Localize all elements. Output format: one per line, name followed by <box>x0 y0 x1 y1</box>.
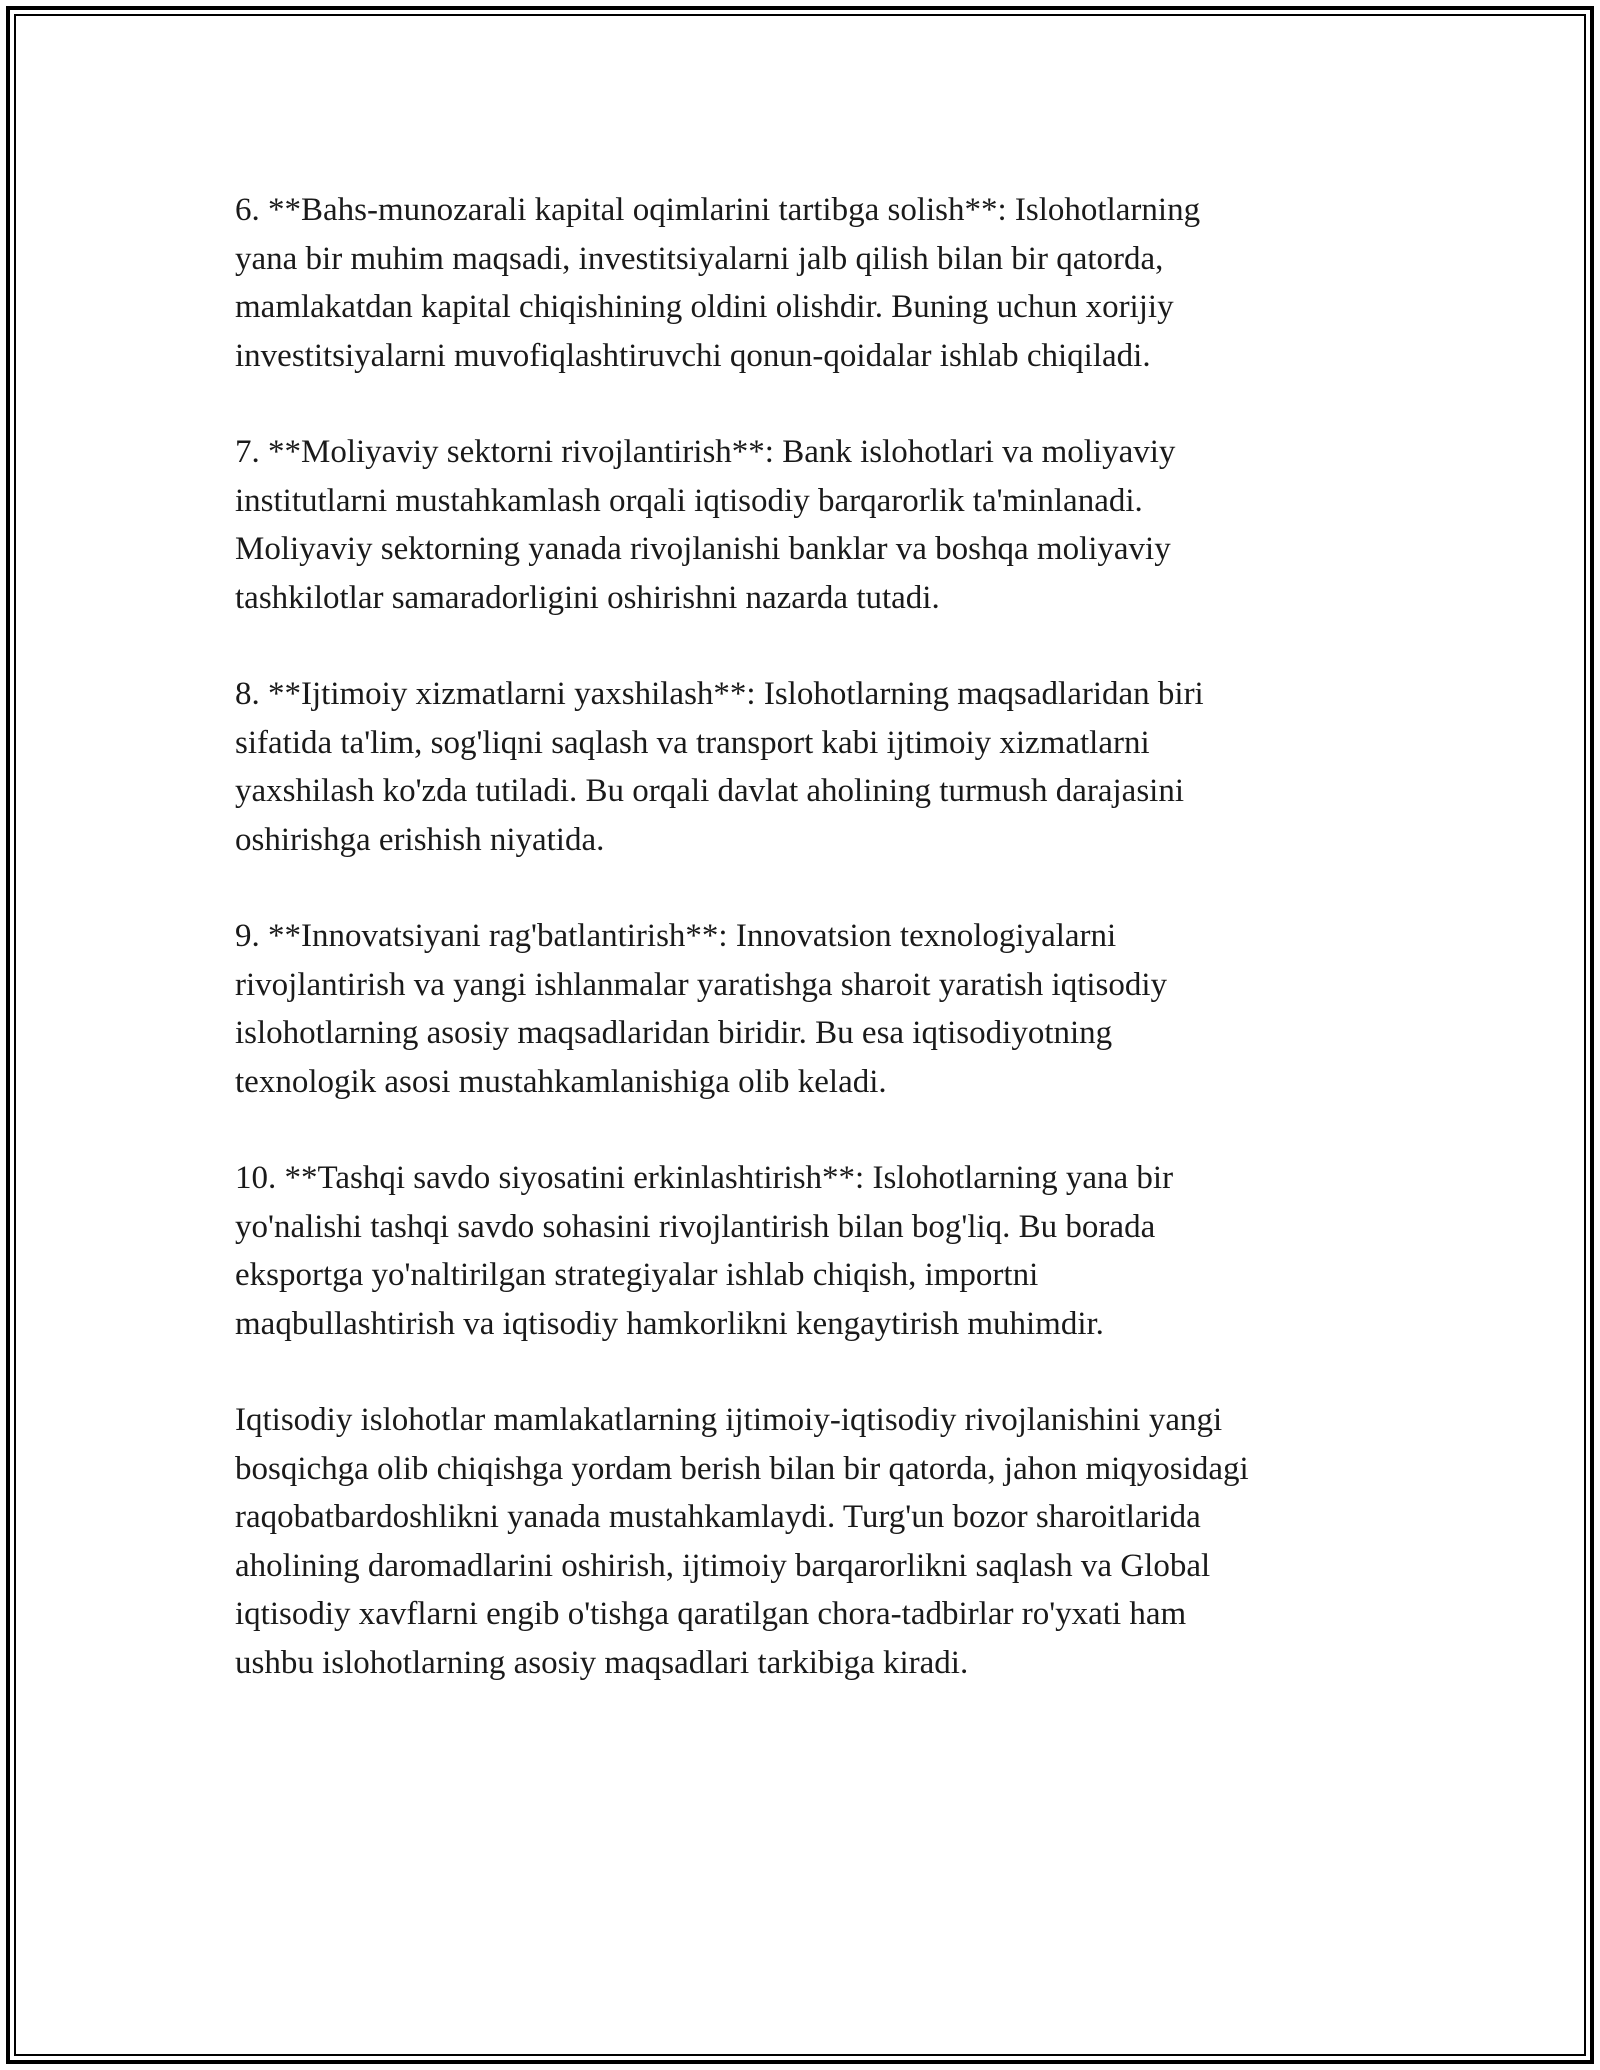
text-line: aholining daromadlarini oshirish, ijtimoiy barqarorlikni saqlash va Global <box>235 1547 1211 1584</box>
text-line: iqtisodiy xavflarni engib o'tishga qaratilgan chora-tadbirlar ro'yxati ham <box>235 1596 1187 1632</box>
paragraph-item-9 <box>235 912 1375 1106</box>
text-line: 10. **Tashqi savdo siyosatini erkinlashtirish**: Islohotlarning yana bir <box>235 1160 1174 1196</box>
text-line: 6. **Bahs-munozarali kapital oqimlarini tartibga solish**: Islohotlarning <box>235 192 1201 228</box>
text-line: islohotlarning asosiy maqsadlaridan biridir. Bu esa iqtisodiyotning <box>235 1015 1113 1051</box>
text-line: yo'nalishi tashqi savdo sohasini rivojlantirish bilan bog'liq. Bu borada <box>235 1208 1156 1245</box>
paragraph-item-7 <box>235 428 1375 622</box>
text-line: mamlakatdan kapital chiqishining oldini olishdir. Buning uchun xorijiy <box>235 289 1174 325</box>
paragraph-item-6 <box>235 186 1375 380</box>
text-line: sifatida ta'lim, sog'liqni saqlash va transport kabi ijtimoiy xizmatlarni <box>235 724 1150 761</box>
text-line: Iqtisodiy islohotlar mamlakatlarning ijtimoiy-iqtisodiy rivojlanishini yangi <box>235 1402 1223 1438</box>
text-line: yaxshilash ko'zda tutiladi. Bu orqali davlat aholining turmush darajasini <box>235 773 1185 809</box>
text-line: rivojlantirish va yangi ishlanmalar yaratishga sharoit yaratish iqtisodiy <box>235 966 1168 1003</box>
paragraph-item-8 <box>235 670 1375 864</box>
text-line: Moliyaviy sektorning yanada rivojlanishi banklar va boshqa moliyaviy <box>235 531 1171 567</box>
text-line: texnologik asosi mustahkamlanishiga olib keladi. <box>235 1063 887 1100</box>
text-line: oshirishga erishish niyatida. <box>235 821 605 858</box>
text-line: maqbullashtirish va iqtisodiy hamkorlikni kengaytirish muhimdir. <box>235 1305 1104 1342</box>
text-line: ushbu islohotlarning asosiy maqsadlari tarkibiga kiradi. <box>235 1644 969 1681</box>
document-body <box>235 186 1375 1735</box>
text-line: institutlarni mustahkamlash orqali iqtisodiy barqarorlik ta'minlanadi. <box>235 482 1143 519</box>
text-line: investitsiyalarni muvofiqlashtiruvchi qonun-qoidalar ishlab chiqiladi. <box>235 337 1151 374</box>
text-line: 8. **Ijtimoiy xizmatlarni yaxshilash**: Islohotlarning maqsadlaridan biri <box>235 676 1204 712</box>
text-line: raqobatbardoshlikni yanada mustahkamlaydi. Turg'un bozor sharoitlarida <box>235 1499 1201 1535</box>
text-line: yana bir muhim maqsadi, investitsiyalarni jalb qilish bilan bir qatorda, <box>235 240 1164 277</box>
text-line: eksportga yo'naltirilgan strategiyalar ishlab chiqish, importni <box>235 1257 1039 1293</box>
paragraph-conclusion <box>235 1396 1375 1687</box>
text-line: 7. **Moliyaviy sektorni rivojlantirish**: Bank islohotlari va moliyaviy <box>235 434 1176 470</box>
paragraph-item-10 <box>235 1154 1375 1348</box>
text-line: tashkilotlar samaradorligini oshirishni nazarda tutadi. <box>235 579 940 616</box>
text-line: bosqichga olib chiqishga yordam berish bilan bir qatorda, jahon miqyosidagi <box>235 1450 1249 1487</box>
text-line: 9. **Innovatsiyani rag'batlantirish**: Innovatsion texnologiyalarni <box>235 918 1117 954</box>
